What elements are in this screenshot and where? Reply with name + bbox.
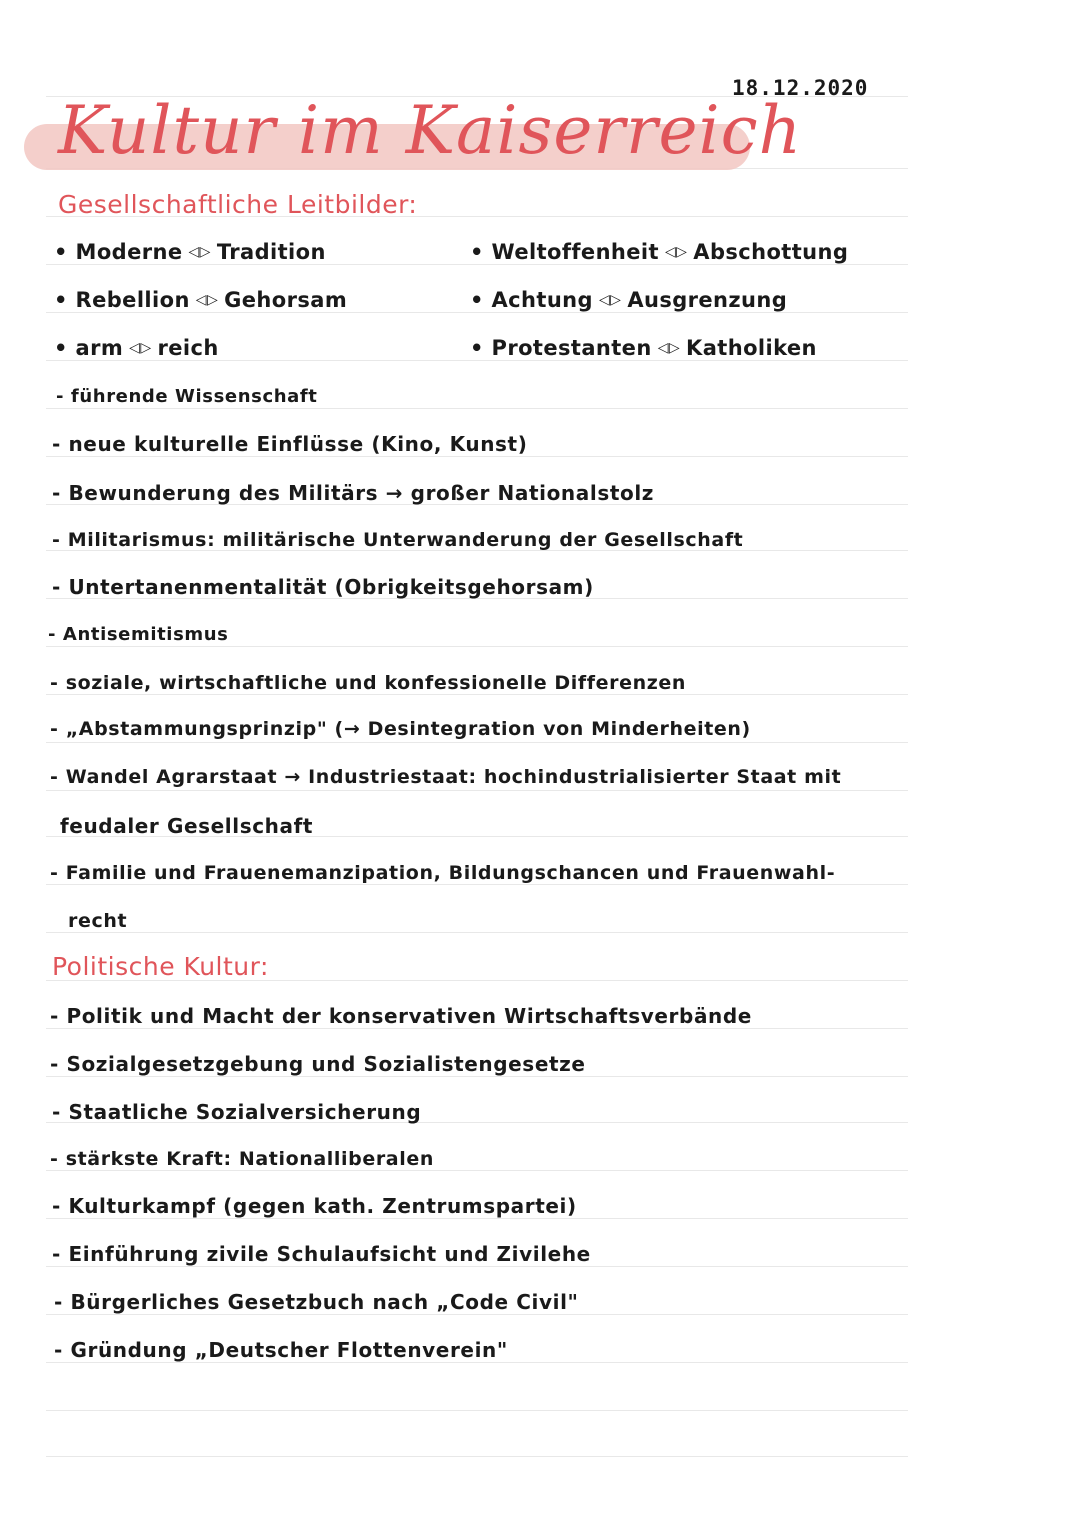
list-item: - neue kulturelle Einflüsse (Kino, Kunst) bbox=[52, 432, 528, 456]
ruled-line bbox=[46, 456, 908, 457]
pair-right-term: Tradition bbox=[216, 240, 326, 264]
pair-item bbox=[54, 240, 326, 264]
list-item: - Familie und Frauenemanzipation, Bildungschancen und Frauenwahl- bbox=[50, 862, 836, 884]
pair-left-term: • arm bbox=[54, 336, 124, 360]
opposition-icon: ◁▷ bbox=[129, 340, 152, 356]
pair-item bbox=[470, 240, 848, 264]
pair-right-term: Ausgrenzung bbox=[627, 288, 788, 312]
list-item: - Antisemitismus bbox=[48, 624, 229, 645]
list-item: feudaler Gesellschaft bbox=[60, 814, 314, 838]
date: 18.12.2020 bbox=[732, 76, 869, 100]
list-item: - Sozialgesetzgebung und Sozialistengesetze bbox=[50, 1052, 586, 1076]
ruled-line bbox=[46, 694, 908, 695]
list-item: - stärkste Kraft: Nationalliberalen bbox=[50, 1148, 434, 1170]
ruled-line bbox=[46, 1410, 908, 1411]
pair-item bbox=[470, 336, 817, 360]
ruled-line bbox=[46, 884, 908, 885]
ruled-line bbox=[46, 1266, 908, 1267]
opposition-icon: ◁▷ bbox=[188, 244, 211, 260]
list-item: - Militarismus: militärische Unterwanderung der Gesellschaft bbox=[52, 529, 744, 551]
list-item: - Gründung „Deutscher Flottenverein" bbox=[54, 1338, 508, 1362]
list-item: - Kulturkampf (gegen kath. Zentrumspartei) bbox=[52, 1194, 577, 1218]
list-item: recht bbox=[68, 910, 128, 932]
list-item: - Untertanenmentalität (Obrigkeitsgehorsam) bbox=[52, 575, 594, 599]
ruled-line bbox=[46, 1314, 908, 1315]
section-heading-leitbilder: Gesellschaftliche Leitbilder: bbox=[58, 190, 418, 219]
ruled-line bbox=[46, 1218, 908, 1219]
opposition-icon: ◁▷ bbox=[664, 244, 688, 260]
list-item: - Einführung zivile Schulaufsicht und Zivilehe bbox=[52, 1242, 591, 1266]
opposition-icon: ◁▷ bbox=[195, 292, 219, 308]
page-title: Kultur im Kaiserreich bbox=[58, 92, 803, 169]
list-item: - „Abstammungsprinzip" (→ Desintegration von Minderheiten) bbox=[50, 718, 751, 740]
pair-item bbox=[54, 336, 219, 360]
list-item: - Bürgerliches Gesetzbuch nach „Code Civil" bbox=[54, 1290, 579, 1314]
ruled-line bbox=[46, 1170, 908, 1171]
ruled-line bbox=[46, 1028, 908, 1029]
pair-right-term: Gehorsam bbox=[224, 288, 348, 312]
pair-left-term: • Rebellion bbox=[54, 288, 190, 312]
pair-right-term: Katholiken bbox=[686, 336, 817, 360]
pair-item bbox=[54, 288, 347, 312]
ruled-line bbox=[46, 360, 908, 361]
section-heading-politische-kultur: Politische Kultur: bbox=[52, 952, 269, 981]
ruled-line bbox=[46, 790, 908, 791]
ruled-line bbox=[46, 1362, 908, 1363]
pair-left-term: • Moderne bbox=[54, 240, 183, 264]
list-item: - Politik und Macht der konservativen Wirtschaftsverbände bbox=[50, 1004, 752, 1028]
opposition-icon: ◁▷ bbox=[657, 340, 681, 356]
pair-left-term: • Protestanten bbox=[470, 336, 652, 360]
ruled-line bbox=[46, 264, 908, 265]
pair-left-term: • Weltoffenheit bbox=[470, 240, 659, 264]
list-item: - Staatliche Sozialversicherung bbox=[52, 1100, 422, 1124]
list-item: - führende Wissenschaft bbox=[56, 386, 318, 407]
pair-left-term: • Achtung bbox=[470, 288, 593, 312]
pair-right-term: Abschottung bbox=[693, 240, 849, 264]
pair-right-term: reich bbox=[157, 336, 219, 360]
ruled-line bbox=[46, 742, 908, 743]
opposition-icon: ◁▷ bbox=[598, 292, 622, 308]
ruled-line bbox=[46, 312, 908, 313]
ruled-line bbox=[46, 646, 908, 647]
ruled-line bbox=[46, 1456, 908, 1457]
ruled-line bbox=[46, 408, 908, 409]
ruled-line bbox=[46, 932, 908, 933]
pair-item bbox=[470, 288, 787, 312]
ruled-line bbox=[46, 1076, 908, 1077]
list-item: - Bewunderung des Militärs → großer Nationalstolz bbox=[52, 481, 655, 505]
list-item: - Wandel Agrarstaat → Industriestaat: hochindustrialisierter Staat mit bbox=[50, 766, 842, 788]
list-item: - soziale, wirtschaftliche und konfessionelle Differenzen bbox=[50, 672, 686, 694]
